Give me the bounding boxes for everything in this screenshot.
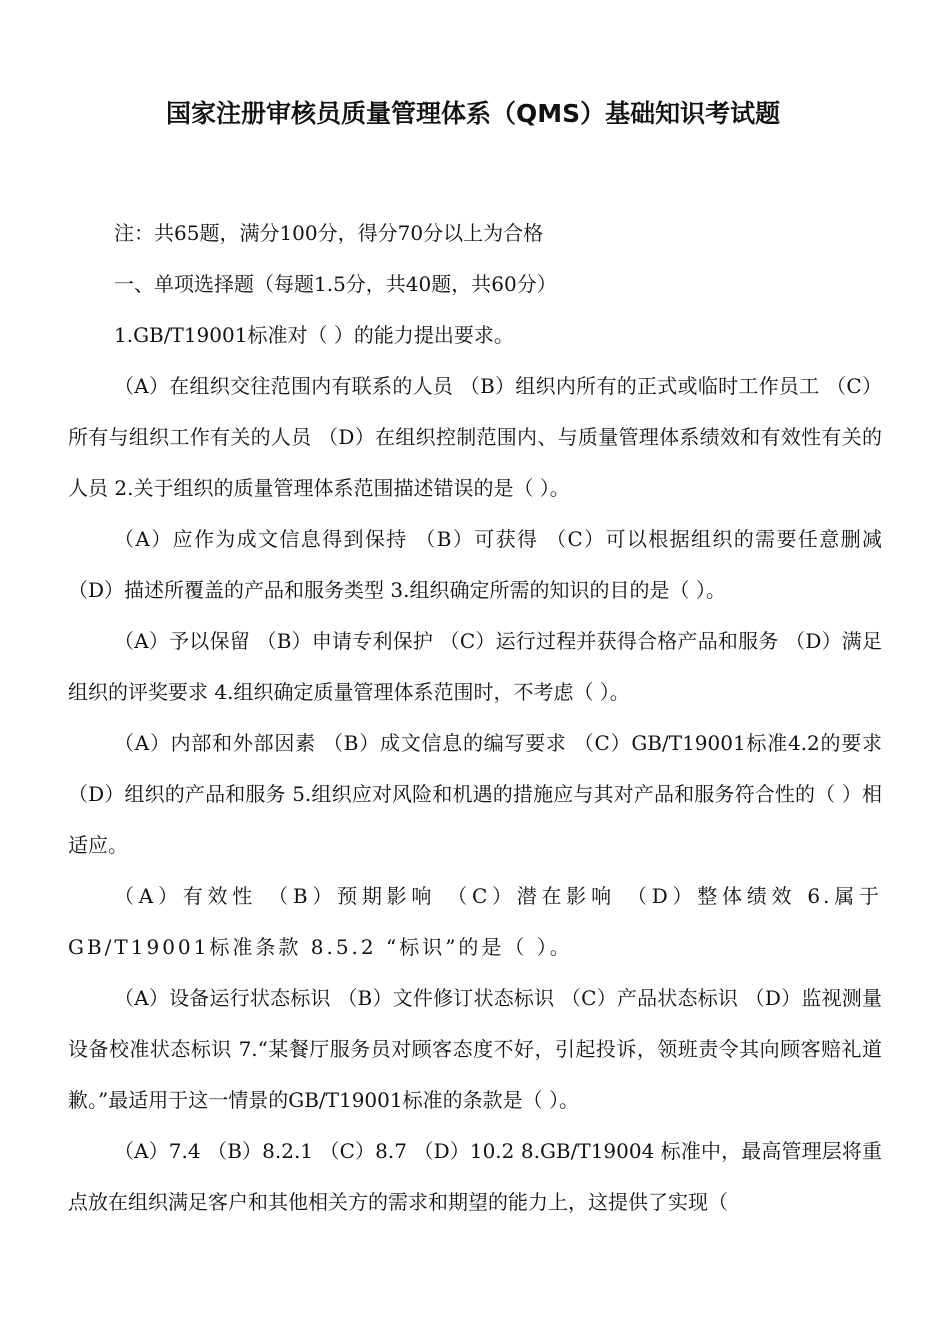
document-title: 国家注册审核员质量管理体系（QMS）基础知识考试题 bbox=[166, 99, 781, 128]
document-body bbox=[68, 208, 882, 1228]
question-4-options: （A）内部和外部因素 （B）成文信息的编写要求 （C）GB/T19001标准4.2的要求 （D）组织的产品和服务 5.组织应对风险和机遇的措施应与其对产品和服务符合性的（ ）相适应。 bbox=[68, 731, 882, 857]
question-3-options: （A）予以保留 （B）申请专利保护 （C）运行过程并获得合格产品和服务 （D）满足组织的评奖要求 4.组织确定质量管理体系范围时，不考虑（ ）。 bbox=[68, 629, 882, 704]
section-heading: 一、单项选择题（每题1.5分，共40题，共60分） bbox=[114, 272, 557, 296]
question-6-options: （A）设备运行状态标识 （B）文件修订状态标识 （C）产品状态标识 （D）监视测量设备校准状态标识 7.“某餐厅服务员对顾客态度不好，引起投诉，领班责令其向顾客赔礼道歉。”最适用于这一情景的GB/T19001标准的条款是（ ）。 bbox=[68, 986, 882, 1112]
question-1-options: （A）在组织交往范围内有联系的人员 （B）组织内所有的正式或临时工作员工 （C）所有与组织工作有关的人员 （D）在组织控制范围内、与质量管理体系绩效和有效性有关的人员 2.关于组织的质量管理体系范围描述错误的是（ ）。 bbox=[68, 374, 882, 500]
exam-note: 注：共65题，满分100分，得分70分以上为合格 bbox=[114, 221, 544, 245]
question-5-options: （A）有效性 （B）预期影响 （C）潜在影响 （D）整体绩效 6.属于GB/T19001标准条款 8.5.2 “标识”的是（ ）。 bbox=[68, 884, 882, 959]
question-1: 1.GB/T19001标准对（ ）的能力提出要求。 bbox=[114, 323, 514, 347]
question-2-options: （A）应作为成文信息得到保持 （B）可获得 （C）可以根据组织的需要任意删减 （D）描述所覆盖的产品和服务类型 3.组织确定所需的知识的目的是（ ）。 bbox=[68, 527, 882, 602]
question-7-options: （A）7.4 （B）8.2.1 （C）8.7 （D）10.2 8.GB/T19004 标准中，最高管理层将重点放在组织满足客户和其他相关方的需求和期望的能力上，这提供了实现（ bbox=[68, 1139, 882, 1214]
